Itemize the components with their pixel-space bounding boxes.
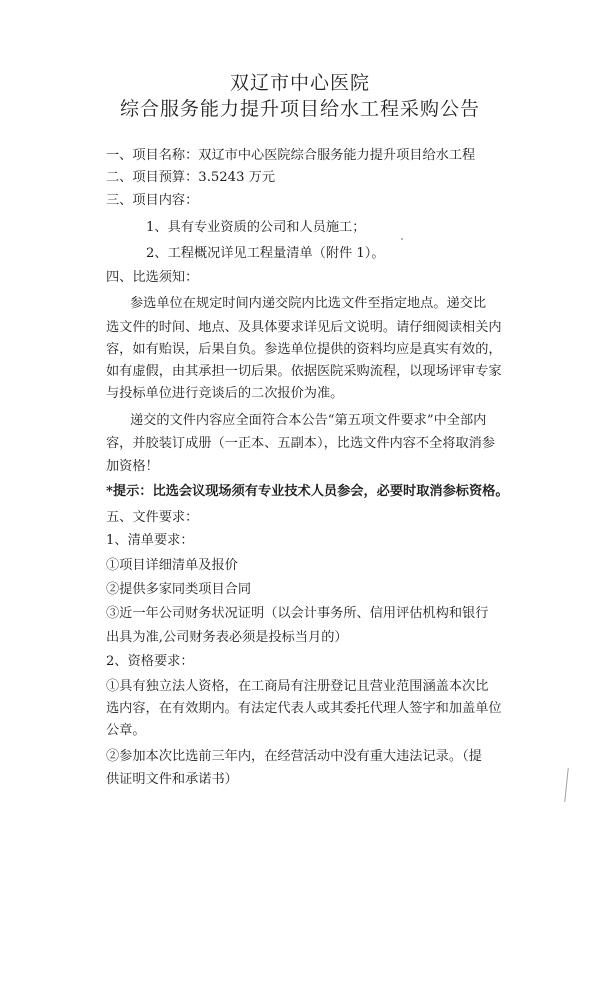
list-requirements-heading: 1、清单要求： [106,533,194,548]
document-title-line1: 双辽市中心医院 [229,72,370,94]
scan-stroke-mark [564,768,569,802]
notice-paragraph-2-line: 递交的文件内容应全面符合本公告“第五项文件要求”中全部内 [130,413,487,428]
section-bidding-notice: 四、比选须知： [106,270,199,285]
list-requirement-item: ②提供多家同类项目合同 [106,582,252,597]
notice-paragraph-2-line: 加资格！ [106,459,159,474]
list-requirement-item: ①项目详细清单及报价 [106,558,238,573]
important-notice: *提示：比选会议现场须有专业技术人员参会，必要时取消参标资格。 [106,484,509,499]
qualification-item-cont: 公章。 [106,723,146,738]
qualification-item: ①具有独立法人资格，在工商局有注册登记且营业范围涵盖本次比 [106,679,489,694]
notice-paragraph-1-line: 如有虚假，由其承担一切后果。依据医院采购流程，以现场评审专家 [106,364,502,379]
list-requirement-item: ③近一年公司财务状况证明（以会计事务所、信用评估机构和银行 [106,606,489,621]
section-project-budget: 二、项目预算：3.5243 万元 [106,170,276,185]
section-project-content: 三、项目内容： [106,193,199,208]
notice-paragraph-1-line: 参选单位在规定时间内递交院内比选文件至指定地点。递交比 [130,296,487,311]
scan-speck [401,238,403,240]
notice-paragraph-1-line: 选文件的时间、地点、及具体要求详见后文说明。请仔细阅读相关内 [106,320,502,335]
qualification-heading: 2、资格要求： [106,654,194,669]
qualification-item: ②参加本次比选前三年内，在经营活动中没有重大违法记录。（提 [106,749,482,764]
content-item-2: 2、工程概况详见工程量清单（附件 1）。 [146,246,385,261]
document-title-line2: 综合服务能力提升项目给水工程采购公告 [119,98,480,120]
notice-paragraph-2-line: 容，并胶装订成册（一正本、五副本），比选文件内容不全将取消参 [106,436,496,451]
content-item-1: 1、具有专业资质的公司和人员施工； [146,220,366,235]
notice-paragraph-1-line: 与投标单位进行竞谈后的二次报价为准。 [106,386,344,401]
section-document-requirements: 五、文件要求： [106,510,199,525]
qualification-item-cont: 选内容，在有效期内。有法定代表人或其委托代理人签字和加盖单位 [106,701,502,716]
qualification-item-cont: 供证明文件和承诺书） [106,772,238,787]
list-requirement-item-cont: 出具为准,公司财务表必须是投标当月的） [106,630,348,645]
section-project-name: 一、项目名称：双辽市中心医院综合服务能力提升项目给水工程 [106,148,476,163]
notice-paragraph-1-line: 容，如有贻误，后果自负。参选单位提供的资料均应是真实有效的， [106,342,502,357]
